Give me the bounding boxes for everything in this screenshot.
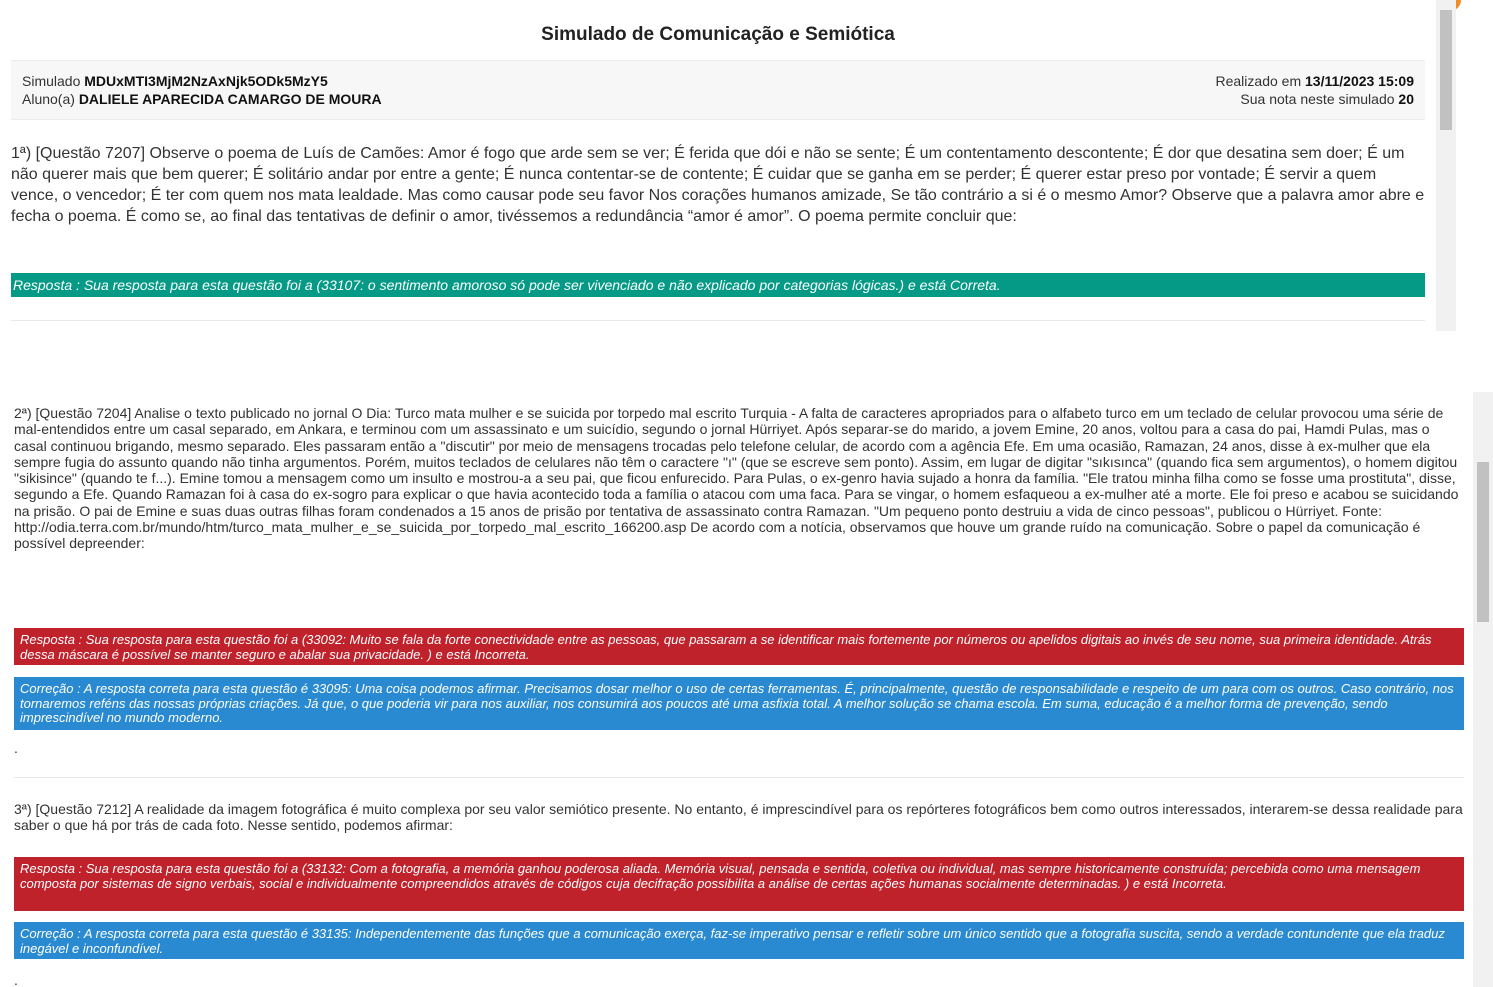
aluno-line <box>22 91 382 107</box>
results-panel-top <box>0 0 1462 331</box>
simulado-id-line <box>22 73 328 89</box>
scrollbar-thumb[interactable] <box>1477 462 1489 622</box>
question-3-correction: Correção : A resposta correta para esta questão é 33135: Independentemente das funções que a comunicação exerça, faz-se imperativo pensar e refletir sobre um único sentido que a fotografia suscita, sendo a verdade contundente que ela traduz inegável e inconfundível. <box>14 922 1464 959</box>
simulado-label: Simulado <box>22 73 81 89</box>
results-panel-bottom <box>0 392 1493 987</box>
aluno-name: DALIELE APARECIDA CAMARGO DE MOURA <box>78 91 382 107</box>
simulado-info-box <box>11 60 1425 120</box>
scrollbar-track[interactable] <box>1436 0 1456 331</box>
aluno-label: Aluno(a) <box>22 91 75 107</box>
question-2-text: 2ª) [Questão 7204] Analise o texto publicado no jornal O Dia: Turco mata mulher e se suicida por torpedo mal escrito Turquia - A falta de caracteres apropriados para o alfabeto turco em um teclado de celular provocou uma série de mal-entendidos entre um casal separado, em Ankara, e terminou com um assassinato e um suicídio, segundo o jornal Hürriyet. Após separar-se do marido, a jovem Emine, 20 anos, voltou para a casa do pai, Hamdi Pulas, mas o casal continuou brigando, mesmo separado. Eles passaram então a "discutir" por meio de mensagens trocadas pelo telefone celular, de acordo com a agência Efe. Em uma ocasião, Ramazan, 24 anos, disse à ex-mulher que ela sempre fugia do assunto quando não tinha argumentos. Porém, muitos teclados de celulares não têm o caractere "ı" (que se escreve sem ponto). Assim, em lugar de digitar "sıkısınca" (quando fica sem argumentos), o homem digitou "sikisince" (quando te f...). Emine tomou a mensagem como um insulto e mostrou-a a seu pai, que ficou enfurecido. Para Pulas, o ex-genro havia sujado a honra da família. "Ele tratou minha filha como se fosse uma prostituta", disse, segundo a Efe. Quando Ramazan foi à casa do ex-sogro para explicar o que havia acontecido toda a família o atacou com uma faca. Para se vingar, o homem esfaqueou a ex-mulher até a morte. Ele foi preso e acabou se suicidando na prisão. O pai de Emine e suas duas outras filhas foram condenados a 15 anos de prisão por tentativa de assassinato contra Ramazan. "Um pequeno ponto destruiu a vida de cinco pessoas", publicou o Hürriyet. Fonte: http://odia.terra.com.br/mundo/htm/turco_mata_mulher_e_se_suicida_por_torpedo_mal_escrito_166200.asp De acordo com a notícia, observamos que houve um grande ruído na comunicação. Sobre o papel da comunicação é possível depreender: <box>14 405 1459 552</box>
nota-value: 20 <box>1398 91 1414 107</box>
question-divider <box>14 777 1464 778</box>
simulado-id: MDUxMTI3MjM2NzAxNjk5ODk5MzY5 <box>84 73 328 89</box>
question-divider <box>11 320 1425 321</box>
scrollbar-track[interactable] <box>1473 392 1493 987</box>
scrollbar-thumb[interactable] <box>1440 10 1452 130</box>
question-3-text: 3ª) [Questão 7212] A realidade da imagem fotográfica é muito complexa por seu valor semiótico presente. No entanto, é imprescindível para os repórteres fotográficos bem como outros interessados, interarem-se dessa realidade para saber o que há por trás de cada foto. Nesse sentido, podemos afirmar: <box>14 801 1463 834</box>
question-2-trailing: . <box>14 740 18 756</box>
realizado-label: Realizado em <box>1215 73 1302 89</box>
realizado-value: 13/11/2023 15:09 <box>1305 73 1414 89</box>
question-1-text: 1ª) [Questão 7207] Observe o poema de Luís de Camões: Amor é fogo que arde sem se ver; É ferida que dói e não se sente; É um contentamento descontente; É dor que desatina sem doer; É um não querer mais que bem querer; É solitário andar por entre a gente; É nunca contentar-se de contente; É cuidar que se ganha em se perder; É querer estar preso por vontade; É servir a quem vence, o vencedor; É ter com quem nos mata lealdade. Mas como causar pode seu favor Nos corações humanos amizade, Se tão contrário a si é o mesmo Amor? Observe que a palavra amor abre e fecha o poema. É como se, ao final das tentativas de definir o amor, tivéssemos a redundância “amor é amor”. O poema permite concluir que: <box>11 145 1425 225</box>
question-1-answer-correct: Resposta : Sua resposta para esta questão foi a (33107: o sentimento amoroso só pode ser vivenciado e não explicado por categorias lógicas.) e está Correta. <box>11 273 1425 297</box>
realizado-line <box>1216 73 1415 89</box>
question-3-answer-incorrect: Resposta : Sua resposta para esta questão foi a (33132: Com a fotografia, a memória ganhou poderosa aliada. Memória visual, pensada e sentida, coletiva ou individual, mas sempre historicamente construída; percebida como uma mensagem composta por sistemas de signo verbais, social e individualmente compreendidos através de códigos cuja decifração possibilita a análise de certas ações humanas socialmente determinadas. ) e está Incorreta. <box>14 857 1464 911</box>
question-2-correction: Correção : A resposta correta para esta questão é 33095: Uma coisa podemos afirmar. Precisamos dosar melhor o uso de certas ferramentas. É, principalmente, questão de responsabilidade e respeito de um para com os outros. Caso contrário, nos tornaremos reféns das nossas próprias criações. Já que, o que poderia vir para nos auxiliar, nos consumirá aos poucos até uma asfixia total. A melhor solução se chama escola. Em suma, educação é a melhor forma de prevenção, sendo imprescindível no mundo moderno. <box>14 677 1464 730</box>
question-2-answer-incorrect: Resposta : Sua resposta para esta questão foi a (33092: Muito se fala da forte conectividade entre as pessoas, que passaram a se identificar mais fortemente por números ou apelidos digitais ao invés de seu nome, sua primeira identidade. Atrás dessa máscara é possível se manter seguro e abalar sua privacidade. ) e está Incorreta. <box>14 628 1464 665</box>
page-title: Simulado de Comunicação e Semiótica <box>541 24 895 45</box>
nota-line <box>1240 91 1414 107</box>
question-3-trailing: . <box>14 972 18 987</box>
nota-label: Sua nota neste simulado <box>1240 91 1395 107</box>
